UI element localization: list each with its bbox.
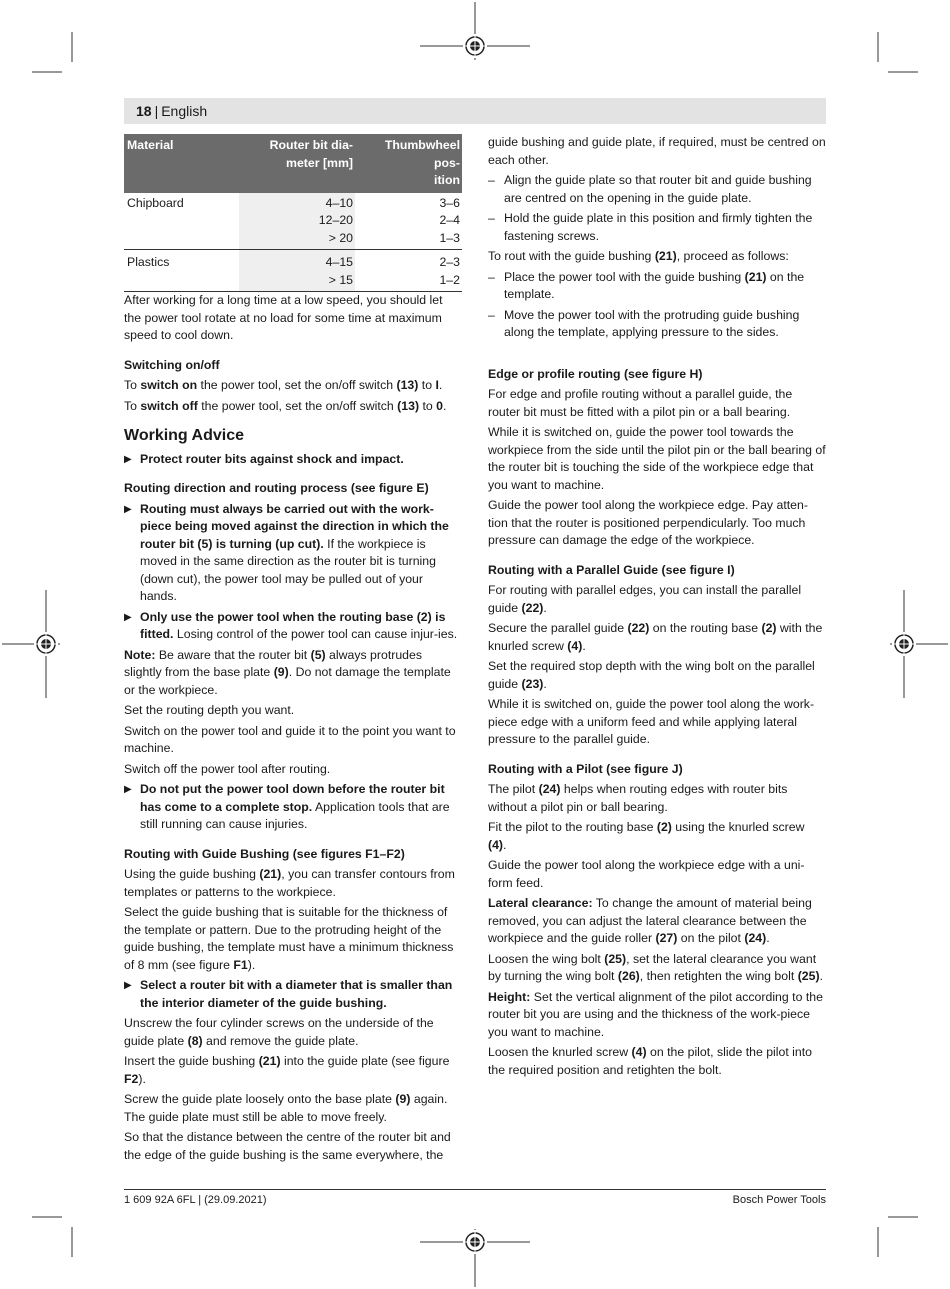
working-advice-heading: Working Advice [124,427,245,444]
pilot-text-2: Fit the pilot to the routing base (2) using the knurled screw (4). [488,820,805,852]
thumbwheel-table [124,134,462,292]
routing-direction-heading: Routing direction and routing process (see figure E) [124,481,429,495]
edge-text-2: While it is switched on, guide the power tool towards the workpiece from the side until the pilot pin or the ball bearing of the router bit is touching the side of the workpiece edge that you want to machine. [488,425,826,492]
triangle-right-icon: ▶ [124,784,132,795]
insert-text: Insert the guide bushing (21) into the guide plate (see figure F2). [124,1054,450,1086]
table-cell-position: 3–6 2–4 1–3 [355,193,462,250]
list-item: – Place the power tool with the guide bushing (21) on the template. [488,269,805,301]
set-depth-text: Set the routing depth you want. [124,703,295,717]
warning-item: ▶ Routing must always be carried out with the work-piece being moved against the direction in which the router bit (5) is turning (up cut). If the workpiece is moved in the same direction as the router bit is turning (down cut), the power tool may be pulled out of your hands. [124,501,449,603]
unscrew-text: Unscrew the four cylinder screws on the underside of the guide plate (8) and remove the guide plate. [124,1016,434,1048]
loosen-wing-bolt-text: Loosen the wing bolt (25), set the lateral clearance you want by turning the wing bolt (26), then retighten the wing bolt (25). [488,951,823,983]
switch-off-after-text: Switch off the power tool after routing. [124,761,331,776]
guide-bushing-text-2: Select the guide bushing that is suitable for the thickness of the template or pattern. Due to the protruding height of the guide bushing, the template must have a minimum thickness of 8 mm (see figure F1). [124,905,454,972]
parallel-text-3: Set the required stop depth with the wing bolt on the parallel guide (23). [488,659,815,691]
table-header-material: Material [124,134,239,193]
footer-brand: Bosch Power Tools [732,1194,826,1206]
left-column [124,134,462,1167]
loosen-knurled-text: Loosen the knurled screw (4) on the pilot, slide the pilot into the required position and retighten the bolt. [488,1045,813,1077]
table-cell-diameter: 4–10 12–20 > 20 [239,193,355,250]
list-item: – Hold the guide plate in this position and firmly tighten the fastening screws. [488,211,813,243]
lateral-clearance-text: Lateral clearance: To change the amount of material being removed, you can adjust the lateral clearance between the workpiece and the guide roller (27) on the pilot (24). [488,896,812,945]
table-header-diameter: Router bit dia- meter [mm] [239,134,355,193]
list-item: – Move the power tool with the protruding guide bushing along the template, applying pressure to the sides. [488,307,800,339]
table-row [124,193,462,250]
table-header-thumbwheel: Thumbwheel pos- ition [355,134,462,193]
guide-bushing-heading: Routing with Guide Bushing (see figures F1–F2) [124,846,405,861]
list-item: – Align the guide plate so that router bit and guide bushing are centred on the opening in the guide plate. [488,173,812,205]
crosshair-icon [34,632,58,656]
warning-item: ▶ Protect router bits against shock and impact. [124,451,462,469]
switch-on-text: To switch on the power tool, set the on/off switch (13) to I. [124,378,443,392]
pilot-heading: Routing with a Pilot (see figure J) [488,761,683,776]
continuation-text: guide bushing and guide plate, if required, must be centred on each other. [488,135,826,167]
crosshair-icon [892,632,916,656]
parallel-text-4: While it is switched on, guide the power tool along the work-piece edge with a uniform feed and while applying lateral pressure to the parallel guide. [488,697,815,746]
warning-item: ▶ Do not put the power tool down before the router bit has come to a complete stop. Application tools that are still running can cause injuries. [124,782,450,831]
triangle-right-icon: ▶ [124,980,132,991]
screw-text: Screw the guide plate loosely onto the base plate (9) again. The guide plate must still be able to move freely. [124,1092,448,1124]
warning-item: ▶ Only use the power tool when the routing base (2) is fitted. Losing control of the power tool can cause injur-ies. [124,609,458,641]
height-text: Height: Set the vertical alignment of the pilot according to the router bit you are using and the thickness of the work-piece you want to machine. [488,989,823,1039]
footer-doc-id: 1 609 92A 6FL | (29.09.2021) [124,1194,267,1206]
edge-text-3: Guide the power tool along the workpiece edge. Pay atten-tion that the router is positioned perpendicularly. Too much pressure can damage the edge of the workpiece. [488,498,808,547]
triangle-right-icon: ▶ [124,503,132,515]
note-text: Note: Be aware that the router bit (5) always protrudes slightly from the base plate (9). Do not damage the template or the workpiece. [124,647,451,697]
parallel-text-2: Secure the parallel guide (22) on the routing base (2) with the knurled screw (4). [488,621,823,653]
parallel-guide-heading: Routing with a Parallel Guide (see figure I) [488,562,735,577]
page-footer [124,1189,826,1206]
edge-text-1: For edge and profile routing without a parallel guide, the router bit must be fitted with a pilot pin or a ball bearing. [488,387,793,419]
page-header [124,98,826,124]
cool-down-text: After working for a long time at a low speed, you should let the power tool rotate at no load for some time at maximum speed to cool down. [124,293,443,342]
rout-text: To rout with the guide bushing (21), proceed as follows: [488,249,789,263]
table-cell-diameter: 4–15 > 15 [239,250,355,292]
crosshair-icon [463,1230,487,1254]
header-separator: | [154,103,159,119]
pilot-text-3: Guide the power tool along the workpiece edge with a uni-form feed. [488,858,805,890]
crosshair-icon [463,34,487,58]
switch-off-text: To switch off the power tool, set the on/off switch (13) to 0. [124,398,447,413]
so-that-text: So that the distance between the centre of the router bit and the edge of the guide bushing is the same everywhere, the [124,1130,451,1162]
warning-item: ▶ Select a router bit with a diameter that is smaller than the interior diameter of the guide bushing. [124,978,453,1010]
triangle-right-icon: ▶ [124,453,132,465]
table-cell-material: Plastics [124,250,239,292]
page-number: 18 [136,103,152,119]
header-language: English [161,103,208,119]
table-row [124,250,462,292]
switch-guide-text: Switch on the power tool and guide it to the point you want to machine. [124,723,456,755]
triangle-right-icon: ▶ [124,611,132,623]
table-cell-material: Chipboard [124,193,239,250]
parallel-text-1: For routing with parallel edges, you can install the parallel guide (22). [488,583,802,615]
edge-routing-heading: Edge or profile routing (see figure H) [488,366,703,381]
switching-heading: Switching on/off [124,357,220,372]
right-column [488,134,826,1082]
table-cell-position: 2–3 1–2 [355,250,462,292]
guide-bushing-text-1: Using the guide bushing (21), you can transfer contours from templates or patterns to the workpiece. [124,867,455,899]
pilot-text-1: The pilot (24) helps when routing edges with router bits without a pilot pin or ball bearing. [488,782,788,814]
